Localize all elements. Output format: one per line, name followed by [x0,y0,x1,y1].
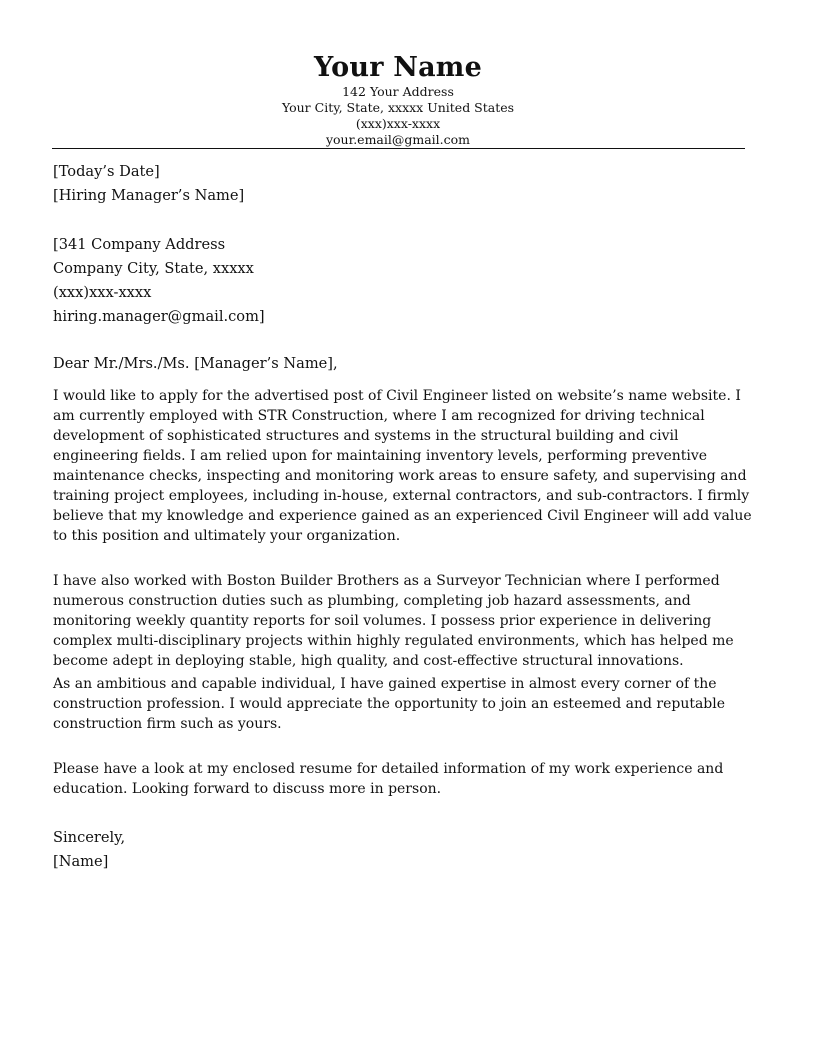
paragraph-line: monitoring weekly quantity reports for soil volumes. I possess prior experience in delivering [53,613,712,629]
company-email: hiring.manager@gmail.com] [53,308,265,325]
salutation-block [53,352,748,376]
paragraph-line: maintenance checks, inspecting and monitoring work areas to ensure safety, and supervising and [53,468,747,484]
paragraph-3 [53,674,748,734]
letterhead [0,52,796,148]
paragraph-line: training project employees, including in-house, external contractors, and sub-contractors. I firmly [53,488,750,504]
paragraph-line: complex multi-disciplinary projects within highly regulated environments, which has helped me [53,633,734,649]
date-block [53,160,748,208]
sender-address: 142 Your Address [342,84,454,99]
signature-name: [Name] [53,853,109,870]
letter-date: [Today’s Date] [53,163,160,180]
paragraph-line: education. Looking forward to discuss more in person. [53,781,442,797]
header-divider [52,148,745,149]
hiring-manager-name: [Hiring Manager’s Name] [53,187,245,204]
recipient-address-block [53,233,748,329]
sender-phone: (xxx)xxx-xxxx [355,116,441,131]
paragraph-line: construction profession. I would appreciate the opportunity to join an esteemed and reputable [53,696,726,712]
sender-city-line: Your City, State, xxxxx United States [281,100,515,115]
paragraph-4 [53,759,748,799]
company-city-line: Company City, State, xxxxx [53,260,254,277]
paragraph-line: numerous construction duties such as plumbing, completing job hazard assessments, and [53,593,691,609]
closing-block [53,826,748,874]
paragraph-line: I would like to apply for the advertised post of Civil Engineer listed on website’s name website. I [53,388,741,404]
paragraph-line: engineering fields. I am relied upon for maintaining inventory levels, performing preventive [53,448,708,464]
paragraph-1 [53,386,752,546]
salutation: Dear Mr./Mrs./Ms. [Manager’s Name], [53,355,338,372]
valediction: Sincerely, [53,829,126,846]
paragraph-line: I have also worked with Boston Builder Brothers as a Surveyor Technician where I performed [53,573,720,589]
paragraph-line: As an ambitious and capable individual, I have gained expertise in almost every corner of the [53,676,717,692]
paragraph-line: believe that my knowledge and experience gained as an experienced Civil Engineer will add value [53,508,752,524]
paragraph-2 [53,571,748,671]
company-address: [341 Company Address [53,236,226,253]
sender-email: your.email@gmail.com [325,132,471,147]
paragraph-line: am currently employed with STR Construction, where I am recognized for driving technical [53,408,705,424]
paragraph-line: development of sophisticated structures and systems in the structural building and civil [53,428,679,444]
paragraph-line: construction firm such as yours. [53,716,282,732]
paragraph-line: become adept in deploying stable, high quality, and cost-effective structural innovations. [53,653,684,669]
sender-name: Your Name [314,52,482,83]
paragraph-line: Please have a look at my enclosed resume for detailed information of my work experience and [53,761,724,777]
paragraph-line: to this position and ultimately your organization. [53,528,401,544]
company-phone: (xxx)xxx-xxxx [53,284,152,301]
